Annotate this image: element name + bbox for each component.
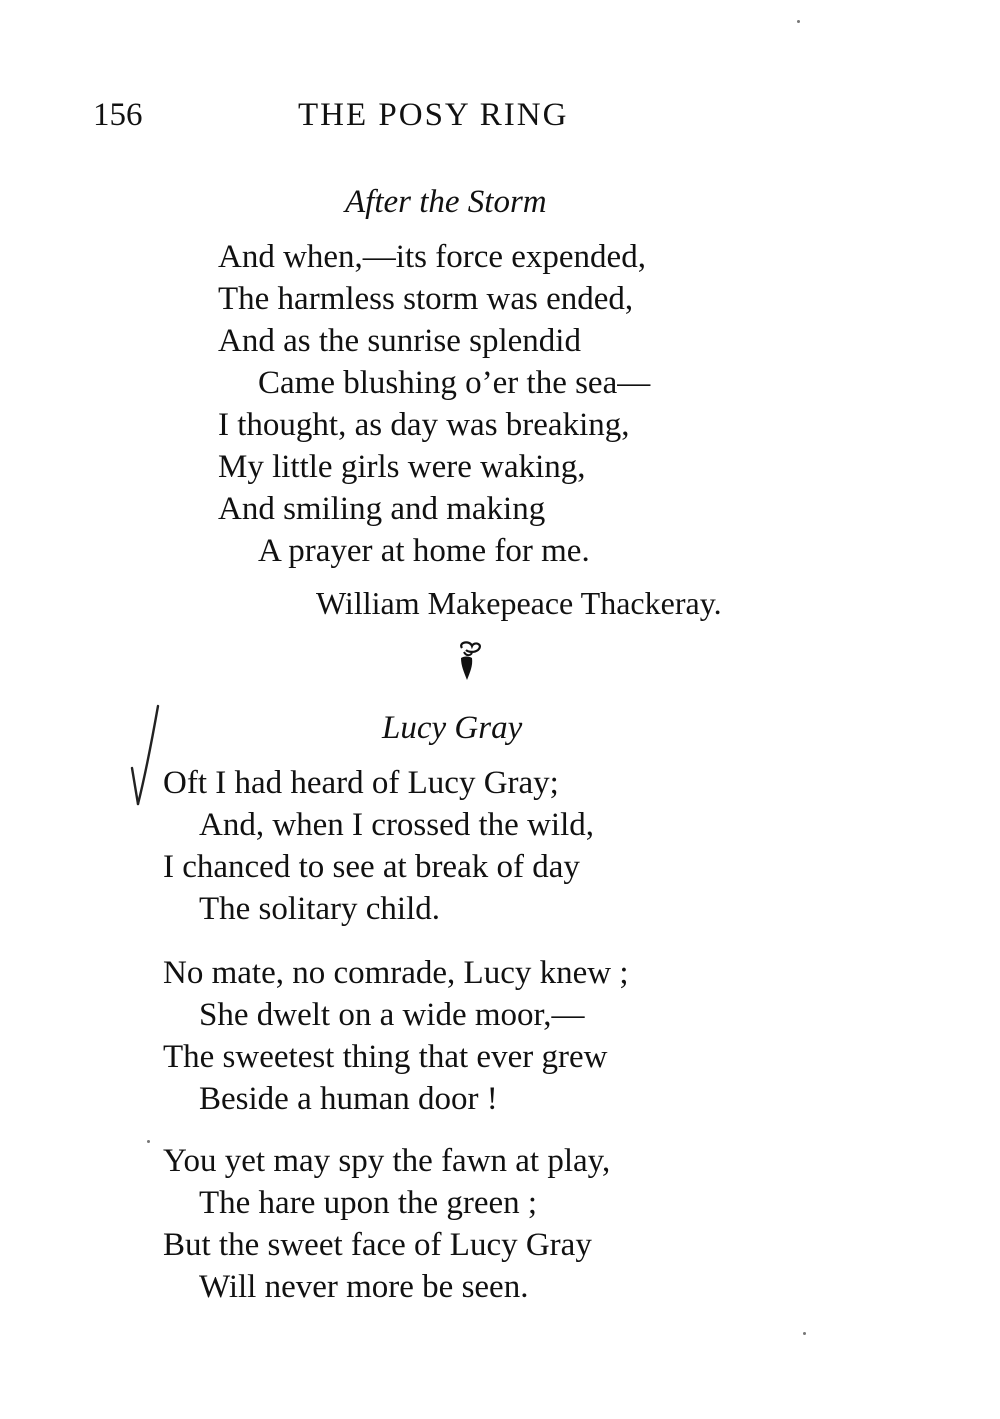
poem-line: I chanced to see at break of day bbox=[163, 849, 580, 885]
poem-line: And, when I crossed the wild, bbox=[199, 807, 595, 843]
scan-speck bbox=[797, 20, 800, 23]
poem-line: The harmless storm was ended, bbox=[218, 281, 634, 317]
scan-speck bbox=[803, 1332, 806, 1335]
poem-line: Will never more be seen. bbox=[199, 1269, 529, 1305]
handwritten-check-mark bbox=[118, 700, 164, 810]
poem-line: You yet may spy the fawn at play, bbox=[163, 1143, 611, 1179]
floral-ornament-icon bbox=[450, 640, 486, 684]
running-title: THE POSY RING bbox=[298, 97, 569, 133]
poem-line: No mate, no comrade, Lucy knew ; bbox=[163, 955, 629, 991]
poem-line: The solitary child. bbox=[199, 891, 441, 927]
poem-line: She dwelt on a wide moor,— bbox=[199, 997, 585, 1033]
poem-line: Beside a human door ! bbox=[199, 1081, 498, 1117]
poem-line: The sweetest thing that ever grew bbox=[163, 1039, 608, 1075]
poem-line: But the sweet face of Lucy Gray bbox=[163, 1227, 592, 1263]
poem-line: Oft I had heard of Lucy Gray; bbox=[163, 765, 559, 801]
poem-line: My little girls were waking, bbox=[218, 449, 586, 485]
poem-title-lucy-gray: Lucy Gray bbox=[382, 710, 523, 746]
poem-title-after-the-storm: After the Storm bbox=[345, 184, 547, 220]
poem-stanza bbox=[163, 1140, 610, 1308]
page-number: 156 bbox=[93, 97, 143, 133]
scan-speck bbox=[147, 1140, 150, 1143]
poem-line: Came blushing o’er the sea— bbox=[258, 365, 651, 401]
poem-line: I thought, as day was breaking, bbox=[218, 407, 630, 443]
poem-line: And smiling and making bbox=[218, 491, 546, 527]
running-header bbox=[93, 90, 653, 140]
poem-line: And when,—its force expended, bbox=[218, 239, 646, 275]
poem-line: A prayer at home for me. bbox=[258, 533, 590, 569]
poem-stanza bbox=[163, 952, 629, 1120]
poem-line: And as the sunrise splendid bbox=[218, 323, 581, 359]
poem-stanza bbox=[163, 762, 594, 930]
poem-line: The hare upon the green ; bbox=[199, 1185, 538, 1221]
poem-author: William Makepeace Thackeray. bbox=[316, 585, 722, 621]
poem-stanza bbox=[218, 236, 650, 572]
